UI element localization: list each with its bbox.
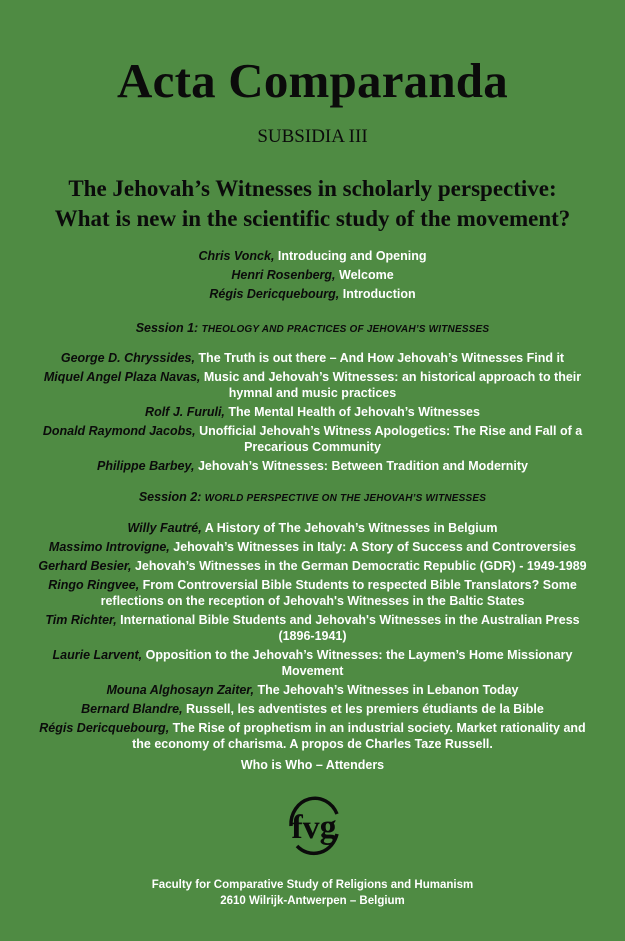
session-2-entry (20, 539, 605, 555)
logo-text: fvg (291, 809, 337, 846)
session-1-heading (0, 321, 625, 335)
journal-title: Acta Comparanda (117, 53, 508, 108)
session-2-entry (20, 520, 605, 536)
entry-title: Music and Jehovah’s Witnesses: an historical approach to their hymnal and music practices (200, 370, 582, 400)
entry-title: Unofficial Jehovah’s Witness Apologetics: The Rise and Fall of a Precarious Community (195, 424, 583, 454)
entry-title: Jehovah’s Witnesses in the German Democratic Republic (GDR) - 1949-1989 (131, 559, 587, 573)
fvg-logo-icon (283, 792, 345, 858)
entry-author: Régis Dericquebourg, (39, 721, 170, 735)
session-1-entry (20, 423, 605, 455)
entry-author: Rolf J. Furuli, (145, 405, 225, 419)
entry-title: A History of The Jehovah’s Witnesses in Belgium (201, 521, 498, 535)
session-2-list (20, 520, 605, 752)
entry-title: The Mental Health of Jehovah’s Witnesses (224, 405, 480, 419)
entry-author: Régis Dericquebourg, (209, 287, 340, 301)
footer (0, 877, 625, 909)
entry-title: The Rise of prophetism in an industrial society. Market rationality and the economy of charisma. A propos de Charles Taze Russell. (132, 721, 586, 751)
volume-headline (0, 174, 625, 234)
entry-title: Jehovah’s Witnesses: Between Tradition and Modernity (194, 459, 528, 473)
entry-author: Willy Fautré, (127, 521, 202, 535)
entry-title: The Jehovah’s Witnesses in Lebanon Today (253, 683, 519, 697)
session-1-label: Session 1: (135, 321, 199, 335)
entry-author: Mouna Alghosayn Zaiter, (106, 683, 254, 697)
session-2-entry (20, 647, 605, 679)
session-2-entry (20, 612, 605, 644)
session-2-entry (20, 701, 605, 717)
entry-author: Donald Raymond Jacobs, (42, 424, 196, 438)
footer-faculty: Faculty for Comparative Study of Religions and Humanism (151, 879, 474, 891)
entry-title: International Bible Students and Jehovah's Witnesses in the Australian Press (1896-1941) (116, 613, 580, 643)
session-2-heading (0, 490, 625, 504)
session-1-entry (20, 404, 605, 420)
intro-entry (20, 248, 605, 267)
session-2-entry (20, 558, 605, 574)
series-subtitle: SUBSIDIA III (257, 126, 368, 147)
entry-author: Massimo Introvigne, (48, 540, 170, 554)
session-2-entry (20, 682, 605, 698)
entry-title: From Controversial Bible Students to respected Bible Translators? Some reflections on the reception of Jehovah's Witnesses in the Baltic States (100, 578, 577, 608)
entry-author: Philippe Barbey, (96, 459, 195, 473)
entry-author: George D. Chryssides, (60, 351, 195, 365)
session-2-label: Session 2: (138, 490, 202, 504)
who-is-who: Who is Who – Attenders (240, 758, 385, 772)
intro-entry (20, 267, 605, 286)
entry-author: Bernard Blandre, (81, 702, 183, 716)
entry-title: The Truth is out there – And How Jehovah’s Witnesses Find it (194, 351, 565, 365)
entry-author: Miquel Angel Plaza Navas, (43, 370, 201, 384)
entry-author: Gerhard Besier, (38, 559, 132, 573)
session-1-entry (20, 350, 605, 366)
fvg-logo (283, 792, 345, 858)
entry-author: Henri Rosenberg, (231, 268, 336, 282)
session-2-entry (20, 577, 605, 609)
entry-author: Laurie Larvent, (52, 648, 143, 662)
session-1-list (20, 350, 605, 474)
intro-list (20, 248, 605, 305)
session-1-entry (20, 369, 605, 401)
session-2-name: WORLD PERSPECTIVE ON THE JEHOVAH’S WITNESSES (204, 493, 487, 504)
session-1-name: THEOLOGY AND PRACTICES OF JEHOVAH’S WITNESSES (201, 324, 490, 335)
session-1-entry (20, 458, 605, 474)
entry-author: Ringo Ringvee, (48, 578, 140, 592)
entry-title: Opposition to the Jehovah’s Witnesses: the Laymen’s Home Missionary Movement (142, 648, 573, 678)
entry-author: Tim Richter, (45, 613, 117, 627)
entry-author: Chris Vonck, (198, 249, 275, 263)
entry-title: Jehovah’s Witnesses in Italy: A Story of Success and Controversies (169, 540, 577, 554)
intro-entry (20, 286, 605, 305)
session-2-entry (20, 720, 605, 752)
entry-title: Russell, les adventistes et les premiers étudiants de la Bible (182, 702, 544, 716)
headline-line-1: The Jehovah’s Witnesses in scholarly perspective: (68, 176, 557, 201)
entry-title: Introducing and Opening (274, 249, 427, 263)
entry-title: Welcome (335, 268, 394, 282)
headline-line-2: What is new in the scientific study of the movement? (54, 206, 571, 231)
footer-address: 2610 Wilrijk-Antwerpen – Belgium (220, 895, 405, 907)
entry-title: Introduction (339, 287, 416, 301)
